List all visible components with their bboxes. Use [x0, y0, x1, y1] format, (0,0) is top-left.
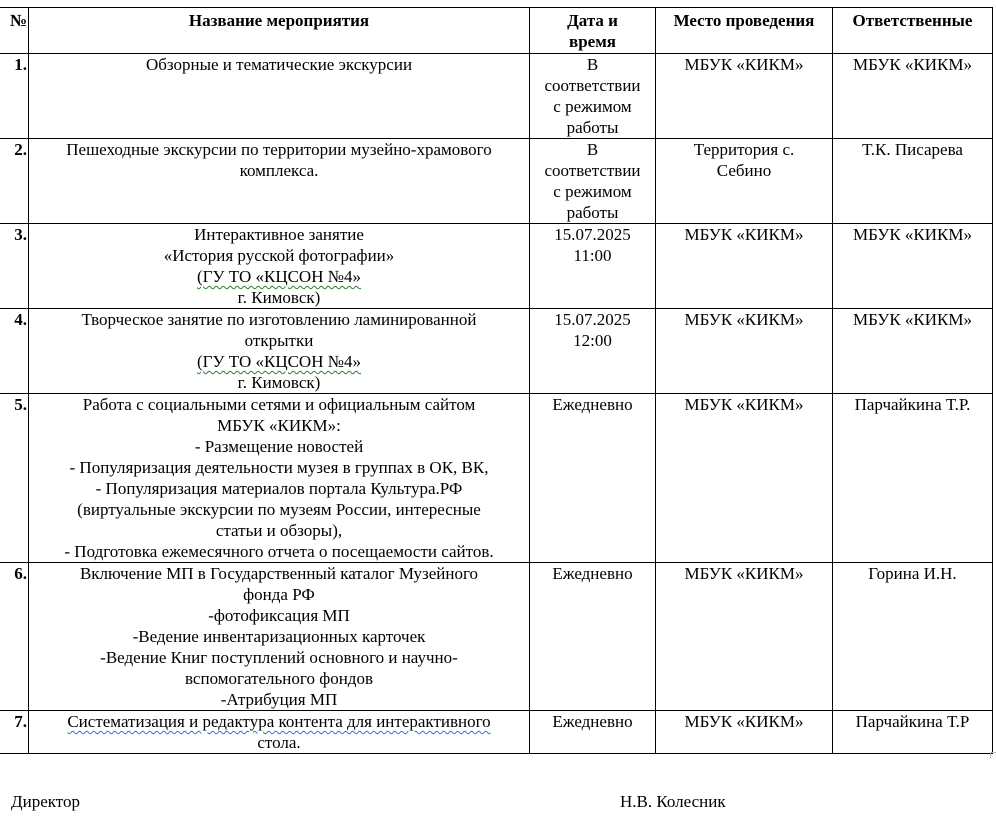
row-number: 6. [0, 563, 29, 711]
cell-line: стола. [257, 733, 301, 752]
cell-line: Т.К. Писарева [862, 140, 963, 159]
cell-line: с режимом [553, 182, 632, 201]
page-corner-mark [990, 752, 996, 758]
row-number: 4. [0, 309, 29, 394]
header-event-name: Название мероприятия [29, 8, 530, 54]
table-header-row [0, 8, 993, 54]
cell-line: Территория с. [693, 140, 795, 159]
table-row [0, 224, 993, 309]
row-number: 5. [0, 394, 29, 563]
cell-line: Парчайкина Т.Р. [854, 395, 971, 414]
venue-cell [656, 139, 833, 224]
cell-line: МБУК «КИКМ» [684, 712, 804, 731]
venue-cell [656, 711, 833, 754]
cell-line: Работа с социальными сетями и официальным сайтом [82, 395, 476, 414]
cell-line: МБУК «КИКМ» [684, 395, 804, 414]
cell-line: Интерактивное занятие [194, 225, 364, 244]
cell-line: г. Кимовск) [237, 288, 321, 307]
cell-line: Пешеходные экскурсии по территории музейно-храмового [66, 140, 492, 159]
cell-line: -Ведение Книг поступлений основного и научно- [100, 648, 458, 667]
table-row [0, 711, 993, 754]
responsible-cell [833, 139, 993, 224]
event-name-cell [29, 309, 530, 394]
date-time-cell [530, 224, 656, 309]
venue-cell [656, 394, 833, 563]
cell-line: МБУК «КИКМ» [853, 310, 972, 329]
cell-line: Парчайкина Т.Р [855, 712, 970, 731]
cell-line: соответствии [544, 76, 641, 95]
header-number: № [0, 8, 29, 54]
venue-cell [656, 309, 833, 394]
cell-line: соответствии [544, 161, 641, 180]
date-time-cell [530, 309, 656, 394]
cell-line [32, 351, 526, 372]
cell-line: МБУК «КИКМ» [853, 225, 972, 244]
responsible-cell [833, 224, 993, 309]
responsible-cell [833, 54, 993, 139]
signature-name: Н.В. Колесник [620, 792, 726, 811]
signature-title: Директор [11, 792, 80, 811]
date-time-cell [530, 139, 656, 224]
header-venue: Место проведения [656, 8, 833, 54]
cell-line: 11:00 [573, 246, 612, 265]
cell-line: -фотофиксация МП [208, 606, 350, 625]
cell-line: В [586, 55, 599, 74]
event-name-cell [29, 711, 530, 754]
cell-line: Обзорные и тематические экскурсии [145, 55, 413, 74]
responsible-cell [833, 711, 993, 754]
cell-line: - Подготовка ежемесячного отчета о посещаемости сайтов. [64, 542, 494, 561]
events-table [0, 7, 993, 754]
spellcheck-underline: (ГУ ТО «КЦСОН №4» [197, 352, 361, 371]
cell-line: работы [566, 203, 619, 222]
cell-line: Включение МП в Государственный каталог Музейного [79, 564, 479, 583]
cell-line: фонда РФ [243, 585, 315, 604]
row-number: 7. [0, 711, 29, 754]
cell-line: МБУК «КИКМ» [853, 55, 972, 74]
row-number: 2. [0, 139, 29, 224]
cell-line: 15.07.2025 [554, 225, 631, 244]
table-row [0, 563, 993, 711]
event-name-cell [29, 139, 530, 224]
cell-line: МБУК «КИКМ»: [217, 416, 341, 435]
spellcheck-underline: Систематизация и редактура контента для интерактивного [67, 712, 491, 731]
responsible-cell [833, 394, 993, 563]
event-name-cell [29, 394, 530, 563]
table-row [0, 309, 993, 394]
cell-line: МБУК «КИКМ» [684, 564, 804, 583]
table-row [0, 394, 993, 563]
header-responsible: Ответственные [833, 8, 993, 54]
cell-line: открытки [244, 331, 314, 350]
cell-line [32, 711, 526, 732]
cell-line: МБУК «КИКМ» [684, 225, 804, 244]
cell-line: - Размещение новостей [194, 437, 364, 456]
cell-line: Ежедневно [552, 712, 633, 731]
venue-cell [656, 563, 833, 711]
cell-line: Творческое занятие по изготовлению ламинированной [81, 310, 477, 329]
cell-line: 12:00 [573, 331, 612, 350]
date-time-cell [530, 563, 656, 711]
header-date-time: Дата и время [530, 8, 656, 54]
row-number: 3. [0, 224, 29, 309]
cell-line: -Ведение инвентаризационных карточек [132, 627, 426, 646]
venue-cell [656, 54, 833, 139]
date-time-cell [530, 394, 656, 563]
cell-line: МБУК «КИКМ» [684, 310, 804, 329]
cell-line: Себино [716, 161, 772, 180]
cell-line: работы [566, 118, 619, 137]
spellcheck-underline: (ГУ ТО «КЦСОН №4» [197, 267, 361, 286]
date-time-cell [530, 711, 656, 754]
row-number: 1. [0, 54, 29, 139]
cell-line: -Атрибуция МП [220, 690, 338, 709]
cell-line: 15.07.2025 [554, 310, 631, 329]
table-row [0, 139, 993, 224]
cell-line: статьи и обзоры), [215, 521, 343, 540]
cell-line: с режимом [553, 97, 632, 116]
cell-line: комплекса. [239, 161, 319, 180]
date-time-cell [530, 54, 656, 139]
event-name-cell [29, 224, 530, 309]
cell-line: В [586, 140, 599, 159]
table-row [0, 54, 993, 139]
cell-line: МБУК «КИКМ» [684, 55, 804, 74]
event-name-cell [29, 563, 530, 711]
event-name-cell [29, 54, 530, 139]
cell-line: - Популяризация деятельности музея в группах в ОК, ВК, [69, 458, 489, 477]
cell-line: вспомогательного фондов [185, 669, 373, 688]
cell-line: «История русской фотографии» [163, 246, 395, 265]
cell-line [32, 266, 526, 287]
cell-line: - Популяризация материалов портала Культура.РФ [95, 479, 463, 498]
cell-line: г. Кимовск) [237, 373, 321, 392]
venue-cell [656, 224, 833, 309]
cell-line: (виртуальные экскурсии по музеям России, интересные [77, 500, 481, 519]
cell-line: Горина И.Н. [868, 564, 957, 583]
cell-line: Ежедневно [552, 564, 633, 583]
responsible-cell [833, 309, 993, 394]
cell-line: Ежедневно [552, 395, 633, 414]
responsible-cell [833, 563, 993, 711]
